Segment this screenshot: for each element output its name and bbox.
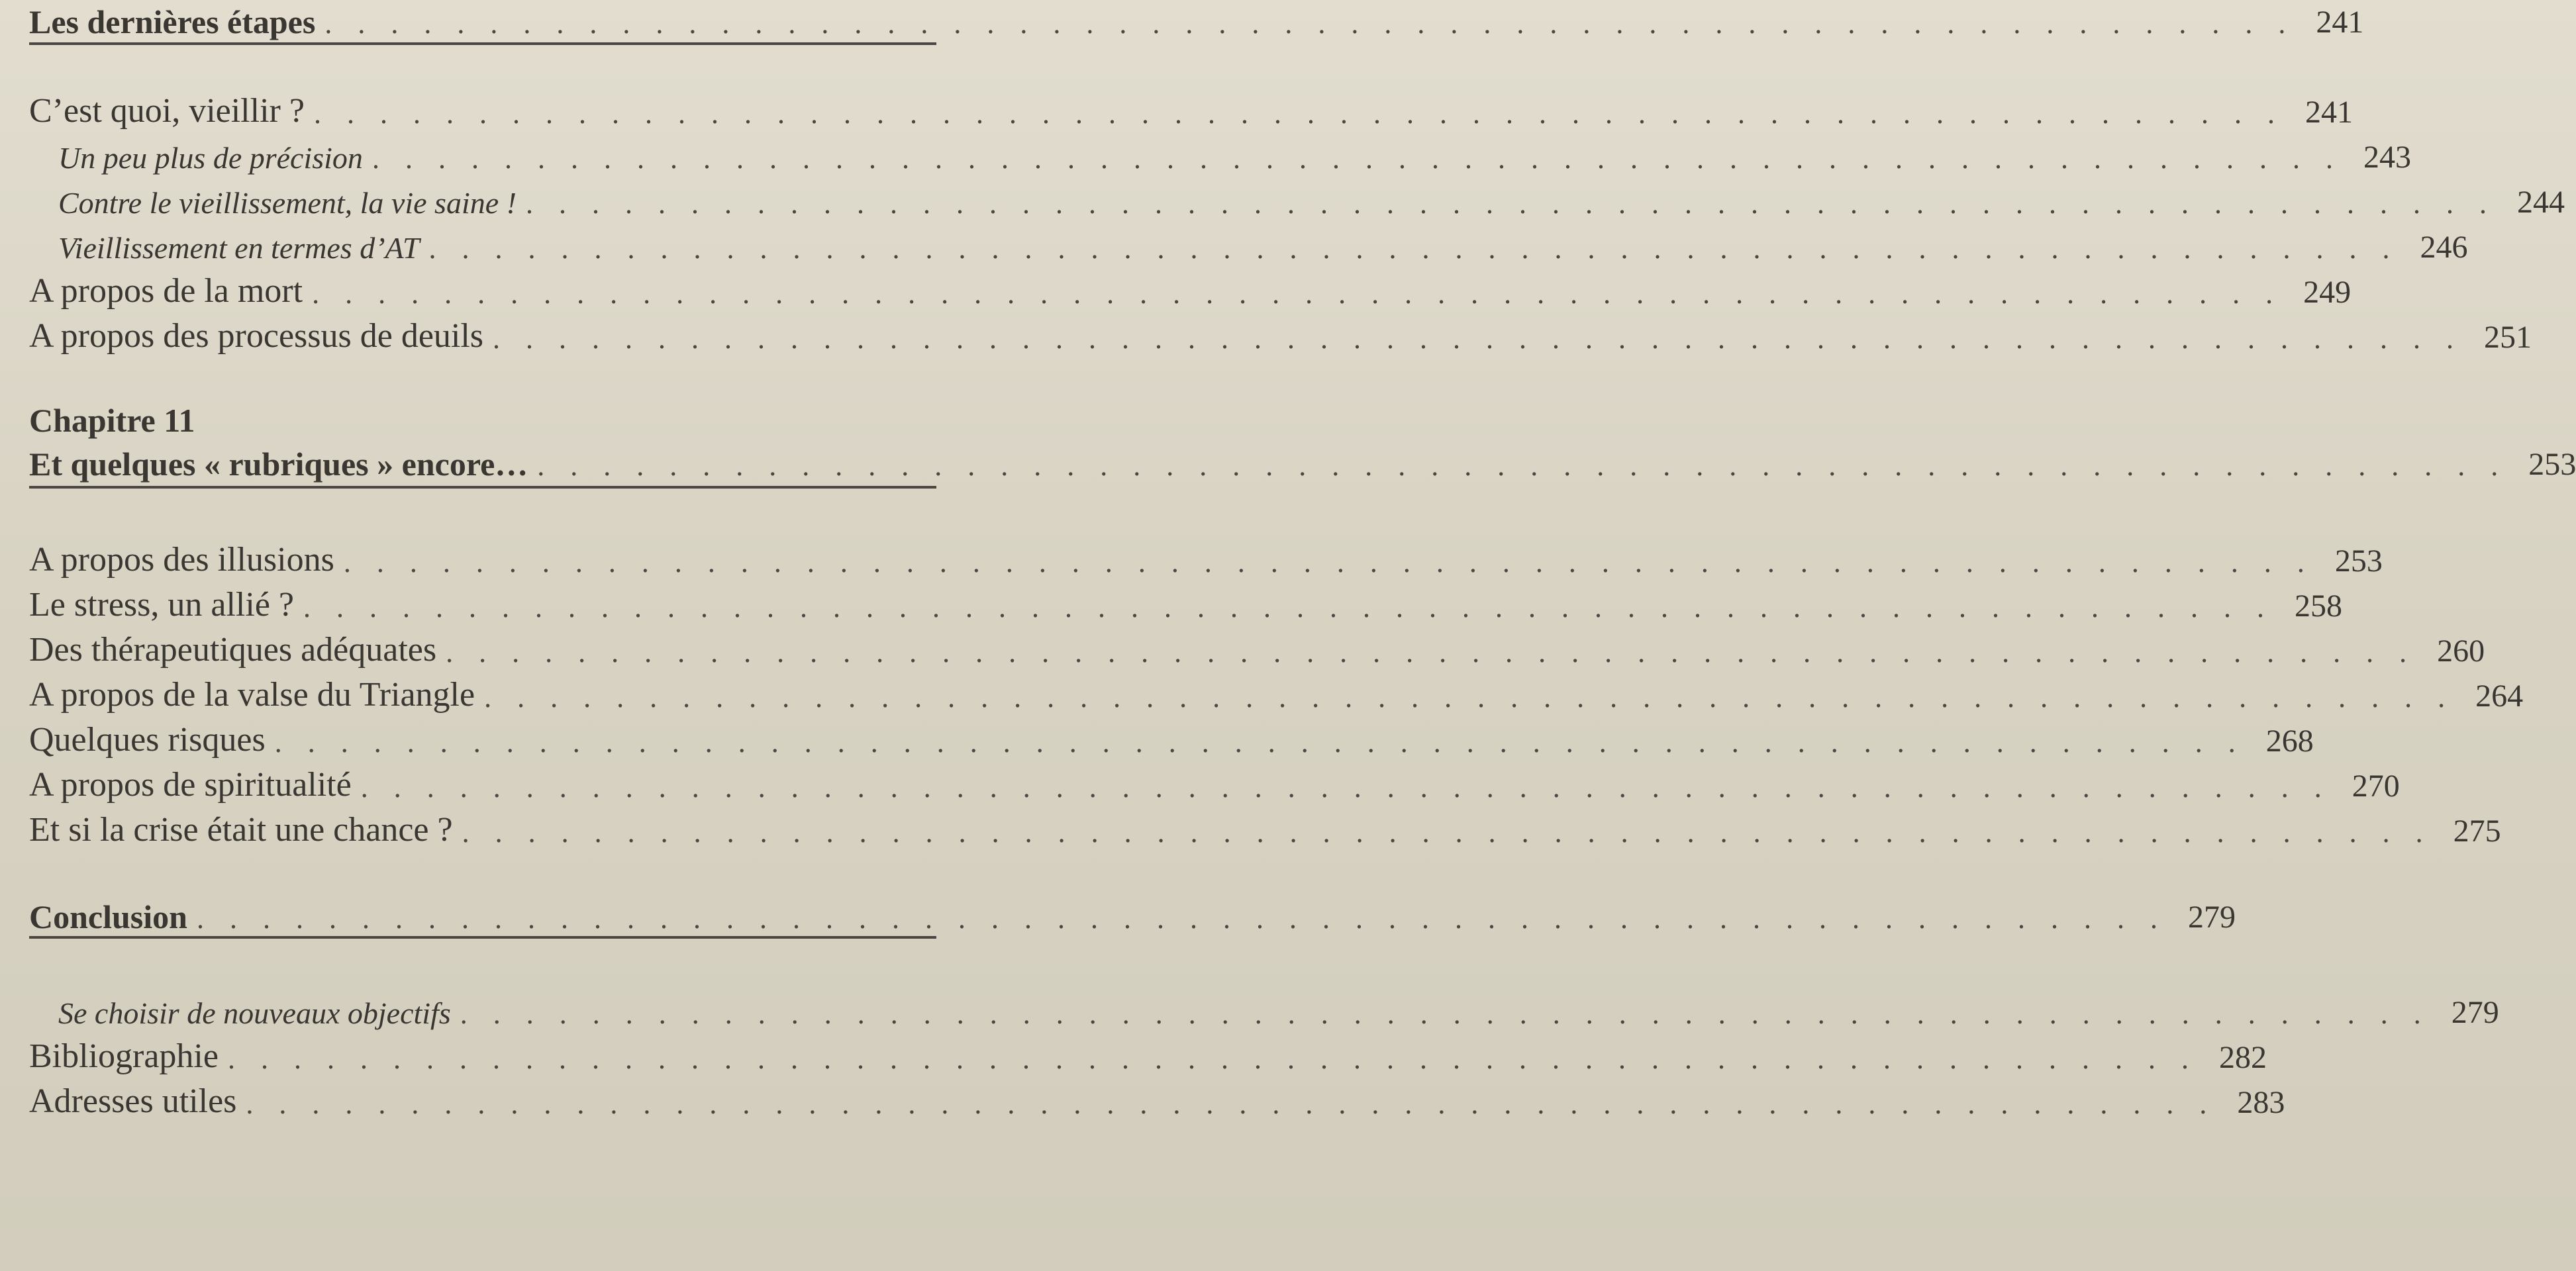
section-rule	[29, 486, 936, 489]
toc-entry-title: C’est quoi, vieillir ?	[29, 92, 305, 130]
toc-entry-title: Quelques risques	[29, 721, 266, 759]
dot-leader: . . . . . . . . . . . . . . . . . . . . . . . . . . . . . . . . . . . . . . . . . . . . . . . . . . . . . . . . . . . .	[493, 322, 2463, 355]
toc-entry-title: A propos de la mort	[29, 272, 303, 310]
dot-leader: . . . . . . . . . . . . . . . . . . . . . . . . . . . . . . . . . . . . . . . . . . . . . . . . . . . . . . . . . . . .	[303, 591, 2273, 624]
toc-entry	[29, 1030, 2267, 1075]
toc-entry	[29, 714, 2314, 759]
page-number: 241	[2304, 95, 2353, 130]
toc-entry	[29, 804, 2501, 849]
section-heading	[29, 437, 2576, 483]
toc-entry-title: Le stress, un allié ?	[29, 586, 294, 624]
dot-leader: . . . . . . . . . . . . . . . . . . . . . . . . . . . . . . . . . . . . . . . . . . . . . . . . . . . . . . . . . . . .	[462, 816, 2432, 849]
toc-entry	[29, 579, 2342, 624]
section-heading-title: Et quelques « rubriques » encore…	[29, 446, 528, 483]
section-rule	[29, 936, 936, 939]
toc-entry	[29, 85, 2353, 130]
toc-subentry-title: Vieillissement en termes d’AT	[58, 231, 420, 265]
page-number: 275	[2453, 814, 2501, 849]
dot-leader: . . . . . . . . . . . . . . . . . . . . . . . . . . . . . . . . . . . . . . . . . . . . . . . . . . . . . . . . . . . .	[246, 1088, 2216, 1120]
dot-leader: . . . . . . . . . . . . . . . . . . . . . . . . . . . . . . . . . . . . . . . . . . . . . . . . . . . . . . . . . . . .	[484, 681, 2455, 714]
toc-entry	[29, 624, 2485, 669]
dot-leader: . . . . . . . . . . . . . . . . . . . . . . . . . . . . . . . . . . . . . . . . . . . . . . . . . . . . . . . . . . . .	[343, 546, 2314, 579]
page-number: 258	[2294, 588, 2342, 624]
dot-leader: . . . . . . . . . . . . . . . . . . . . . . . . . . . . . . . . . . . . . . . . . . . . . . . . . . . . . . . . . . . .	[313, 97, 2284, 130]
dot-leader: . . . . . . . . . . . . . . . . . . . . . . . . . . . . . . . . . . . . . . . . . . . . . . . . . . . . . . . . . . . .	[525, 187, 2496, 220]
page-number: 249	[2303, 275, 2352, 310]
section-heading-title: Conclusion	[29, 898, 187, 935]
section-rule	[29, 42, 936, 45]
toc-entry-title: Et si la crise était une chance ?	[29, 811, 453, 849]
toc-subentry	[58, 175, 2565, 220]
page-number: 283	[2237, 1085, 2285, 1120]
chapter-label: Chapitre 11	[29, 402, 195, 439]
page-number: 241	[2316, 5, 2364, 40]
dot-leader: . . . . . . . . . . . . . . . . . . . . . . . . . . . . . . . . . . . . . . . . . . . . . . . . . . . . . . . . . . . .	[227, 1043, 2198, 1075]
page-number: 251	[2484, 320, 2532, 355]
page-number: 282	[2218, 1040, 2267, 1075]
page-number: 253	[2528, 447, 2576, 482]
toc-entry	[29, 534, 2383, 579]
dot-leader: . . . . . . . . . . . . . . . . . . . . . . . . . . . . . . . . . . . . . . . . . . . . . . . . . . . . . . . . . . . .	[196, 902, 2167, 935]
dot-leader: . . . . . . . . . . . . . . . . . . . . . . . . . . . . . . . . . . . . . . . . . . . . . . . . . . . . . . . . . . . .	[274, 726, 2245, 759]
dot-leader: . . . . . . . . . . . . . . . . . . . . . . . . . . . . . . . . . . . . . . . . . . . . . . . . . . . . . . . . . . . .	[428, 232, 2399, 265]
toc-subentry	[58, 985, 2499, 1030]
toc-entry	[29, 759, 2400, 804]
page-number: 253	[2334, 543, 2383, 579]
toc-entry	[29, 265, 2352, 310]
toc-entry	[29, 1075, 2285, 1120]
toc-subentry	[58, 220, 2468, 265]
toc-subentry-title: Contre le vieillissement, la vie saine !	[58, 186, 517, 220]
section-heading-title: Les dernières étapes	[29, 3, 316, 40]
page-number: 243	[2363, 140, 2411, 175]
page-number: 264	[2475, 679, 2524, 714]
toc-entry	[29, 669, 2524, 714]
page-number: 279	[2451, 995, 2499, 1030]
toc-subentry-title: Un peu plus de précision	[58, 141, 363, 175]
toc-entry-title: A propos de spiritualité	[29, 766, 352, 804]
page-number: 260	[2437, 634, 2485, 669]
page-number: 268	[2265, 724, 2314, 759]
toc-entry-title: A propos des illusions	[29, 541, 334, 579]
dot-leader: . . . . . . . . . . . . . . . . . . . . . . . . . . . . . . . . . . . . . . . . . . . . . . . . . . . . . . . . . . . .	[360, 771, 2331, 804]
dot-leader: . . . . . . . . . . . . . . . . . . . . . . . . . . . . . . . . . . . . . . . . . . . . . . . . . . . . . . . . . . . .	[460, 998, 2430, 1030]
dot-leader: . . . . . . . . . . . . . . . . . . . . . . . . . . . . . . . . . . . . . . . . . . . . . . . . . . . . . . . . . . . .	[324, 7, 2295, 40]
section-heading	[29, 890, 2236, 935]
page-number: 279	[2187, 900, 2236, 935]
page-number: 246	[2420, 230, 2468, 265]
page-number: 270	[2352, 769, 2400, 804]
toc-entry	[29, 310, 2532, 355]
dot-leader: . . . . . . . . . . . . . . . . . . . . . . . . . . . . . . . . . . . . . . . . . . . . . . . . . . . . . . . . . . . .	[312, 277, 2283, 310]
dot-leader: . . . . . . . . . . . . . . . . . . . . . . . . . . . . . . . . . . . . . . . . . . . . . . . . . . . . . . . . . . . .	[537, 449, 2508, 482]
dot-leader: . . . . . . . . . . . . . . . . . . . . . . . . . . . . . . . . . . . . . . . . . . . . . . . . . . . . . . . . . . . .	[372, 142, 2342, 175]
toc-entry-title: Des thérapeutiques adéquates	[29, 631, 437, 669]
toc-subentry-title: Se choisir de nouveaux objectifs	[58, 996, 451, 1030]
section-heading	[29, 0, 2364, 40]
toc-entry-title: Bibliographie	[29, 1037, 219, 1075]
page-number: 244	[2516, 185, 2565, 220]
toc-entry-title: Adresses utiles	[29, 1082, 237, 1120]
toc-entry-title: A propos des processus de deuils	[29, 317, 484, 355]
toc-subentry	[58, 130, 2411, 175]
toc-entry-title: A propos de la valse du Triangle	[29, 676, 475, 714]
dot-leader: . . . . . . . . . . . . . . . . . . . . . . . . . . . . . . . . . . . . . . . . . . . . . . . . . . . . . . . . . . . .	[446, 636, 2416, 669]
